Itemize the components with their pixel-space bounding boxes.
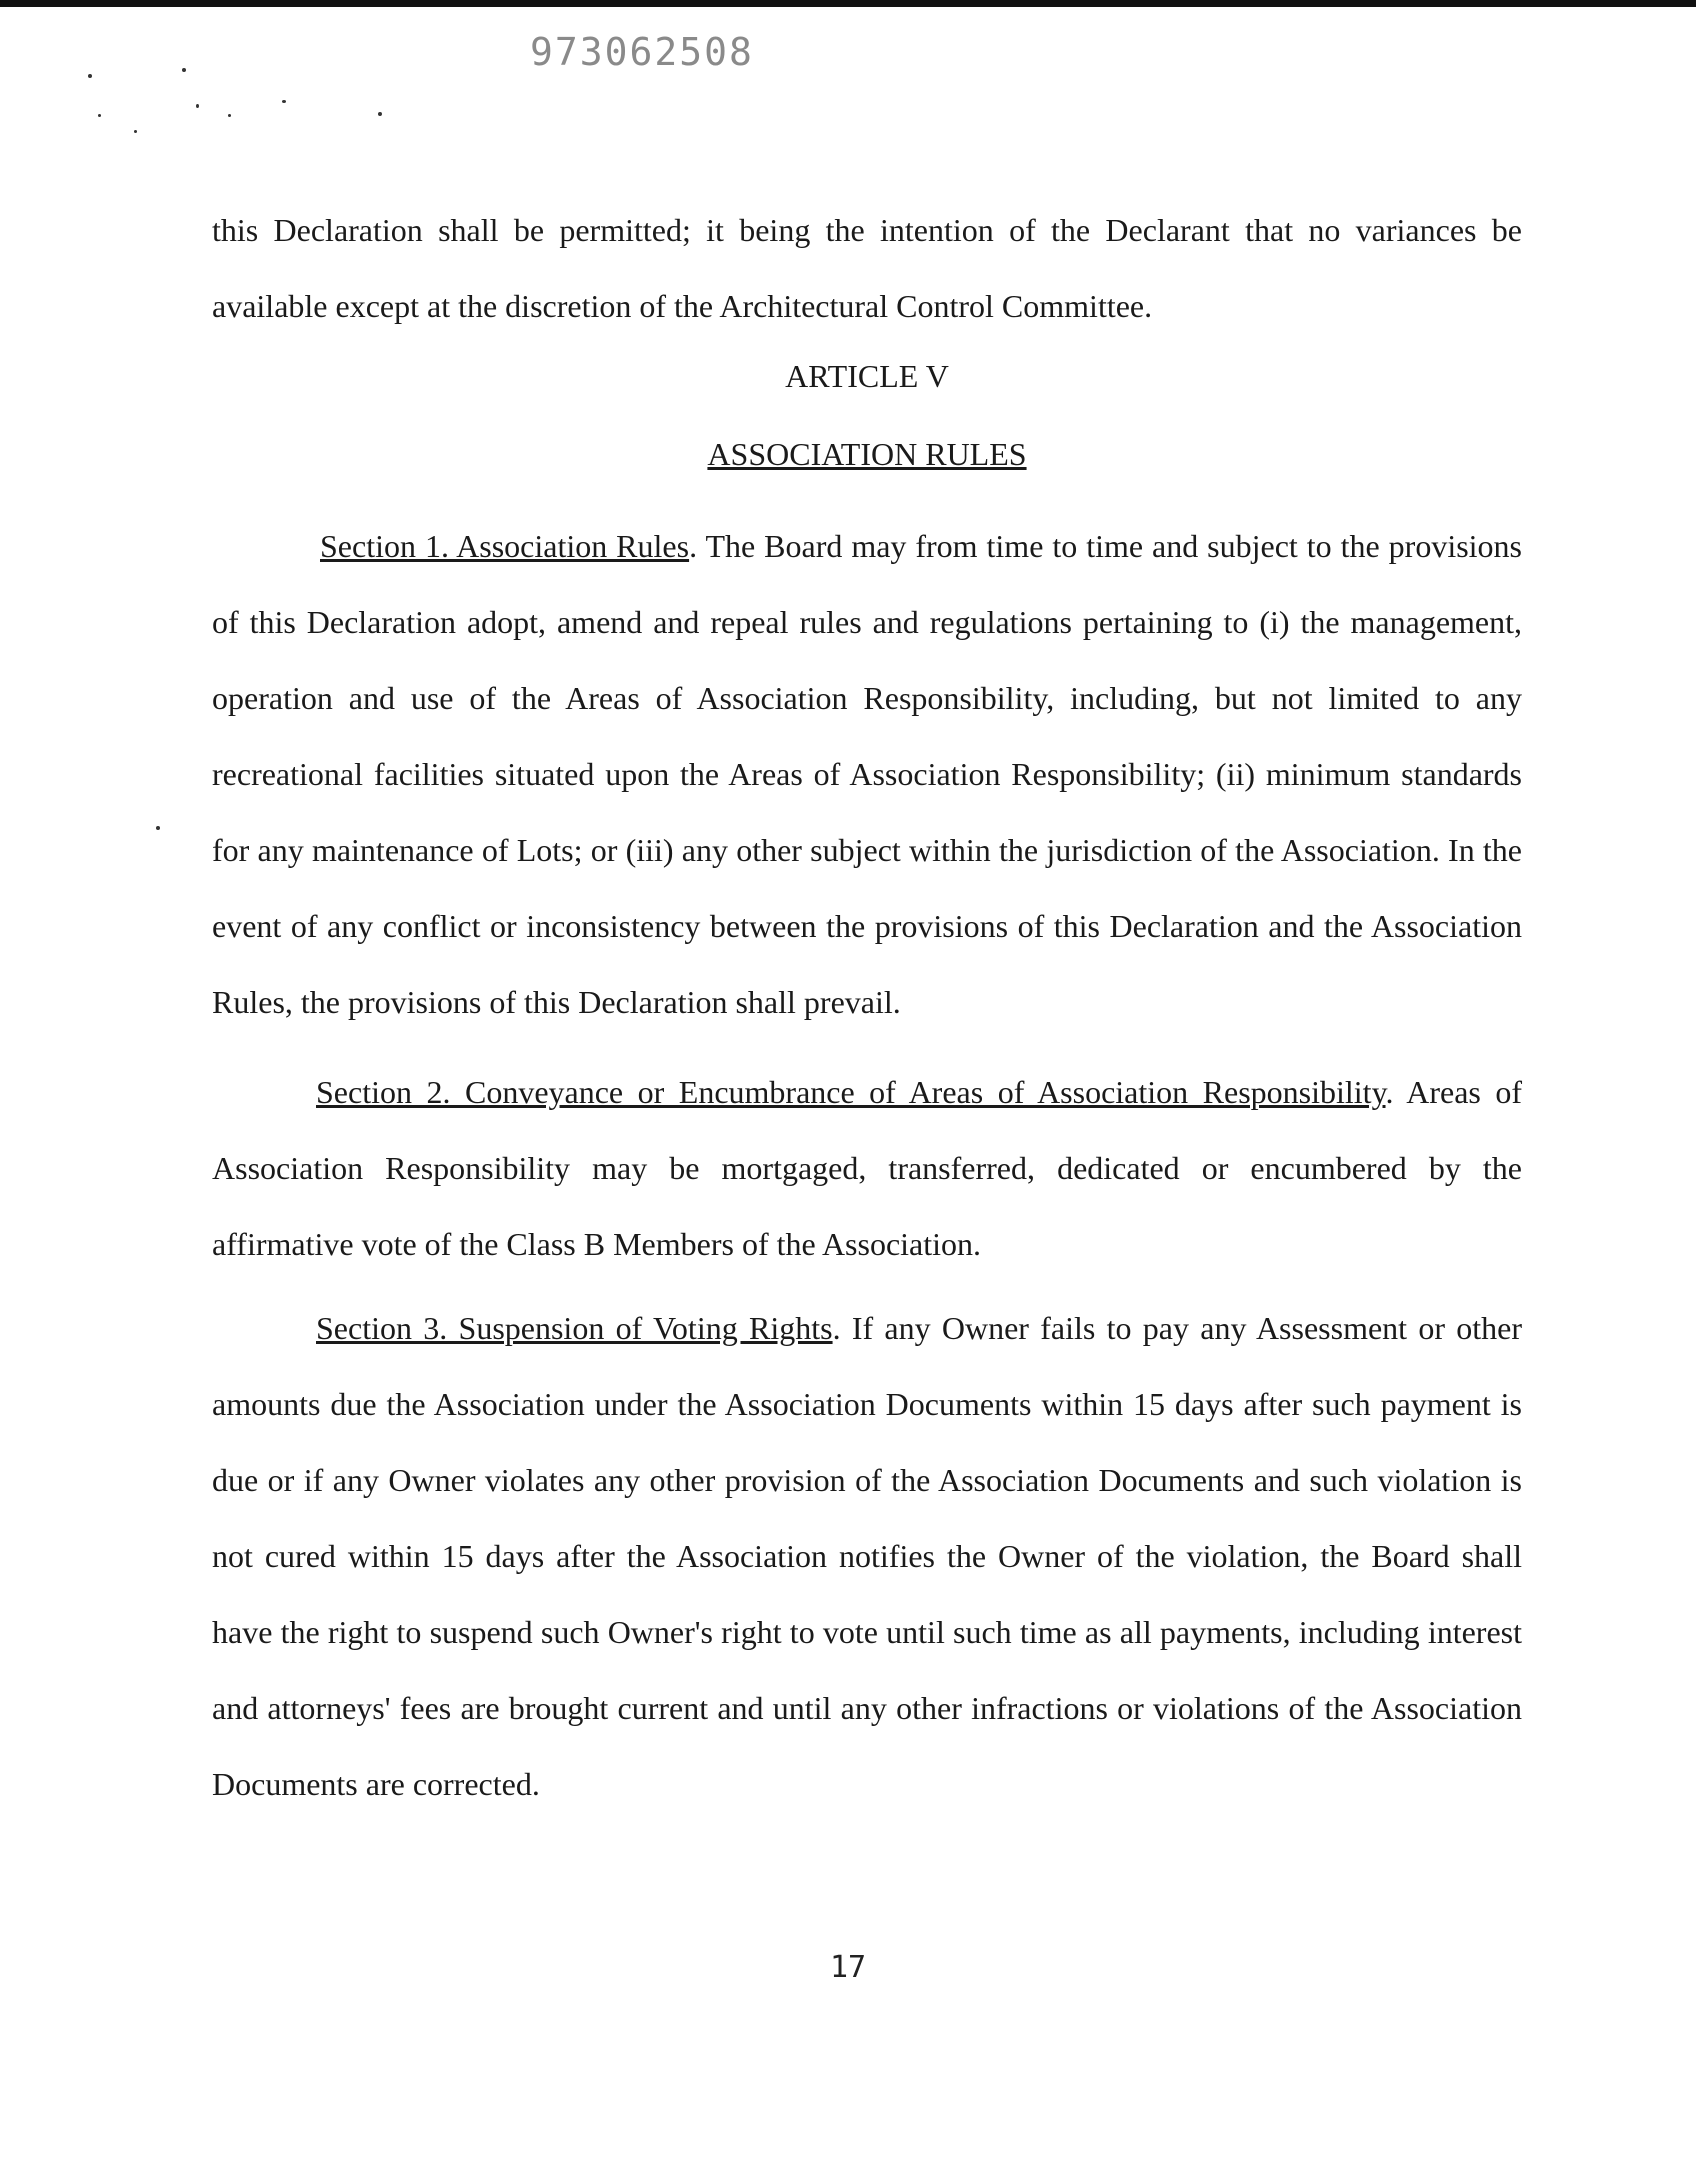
page-number: 17 bbox=[829, 1950, 867, 1985]
section-1-title: Section 1. Association Rules bbox=[320, 528, 690, 564]
scan-speck bbox=[156, 826, 160, 830]
section-2-paragraph bbox=[212, 1054, 1522, 1282]
section-3-paragraph bbox=[212, 1290, 1522, 1822]
scan-speck bbox=[182, 68, 186, 72]
section-2-body: . Areas of Association Responsibility may be mortgaged, transferred, dedicated or encumbered by the affirmative vote of the Class B Members of the Association. bbox=[212, 1074, 1523, 1262]
scan-speck bbox=[282, 100, 286, 103]
section-3-title: Section 3. Suspension of Voting Rights bbox=[316, 1310, 833, 1346]
scan-speck bbox=[134, 130, 137, 133]
scan-speck bbox=[88, 74, 92, 78]
scan-speck bbox=[378, 112, 382, 116]
intro-paragraph: this Declaration shall be permitted; it being the intention of the Declarant that no variances be available except at the discretion of the Architectural Control Committee. bbox=[212, 212, 1522, 324]
article-heading: ARTICLE V bbox=[785, 358, 949, 394]
scan-speck bbox=[98, 114, 101, 117]
article-title: ASSOCIATION RULES bbox=[707, 436, 1027, 472]
section-1-paragraph bbox=[212, 508, 1522, 1040]
section-1-body: . The Board may from time to time and subject to the provisions of this Declaration adopt, amend and repeal rules and regulations pertaining to (i) the management, operation and use of the Areas of Association Responsibility, including, but not limited to any recreational facilities situated upon the Areas of Association Responsibility; (ii) minimum standards for any maintenance of Lots; or (iii) any other subject within the jurisdiction of the Association. In the event of any conflict or inconsistency between the provisions of this Declaration and the Association Rules, the provisions of this Declaration shall prevail. bbox=[212, 528, 1523, 1020]
document-stamp-number: 973062508 bbox=[530, 30, 754, 74]
scan-speck bbox=[228, 114, 231, 117]
scan-top-edge bbox=[0, 0, 1696, 7]
scan-speck bbox=[196, 104, 199, 108]
section-2-title: Section 2. Conveyance or Encumbrance of Areas of Association Responsibility bbox=[316, 1074, 1386, 1110]
section-3-body: . If any Owner fails to pay any Assessment or other amounts due the Association under the Association Documents within 15 days after such payment is due or if any Owner violates any other provision of the Association Documents and such violation is not cured within 15 days after the Association notifies the Owner of the violation, the Board shall have the right to suspend such Owner's right to vote until such time as all payments, including interest and attorneys' fees are brought current and until any other infractions or violations of the Association Documents are corrected. bbox=[212, 1310, 1523, 1802]
